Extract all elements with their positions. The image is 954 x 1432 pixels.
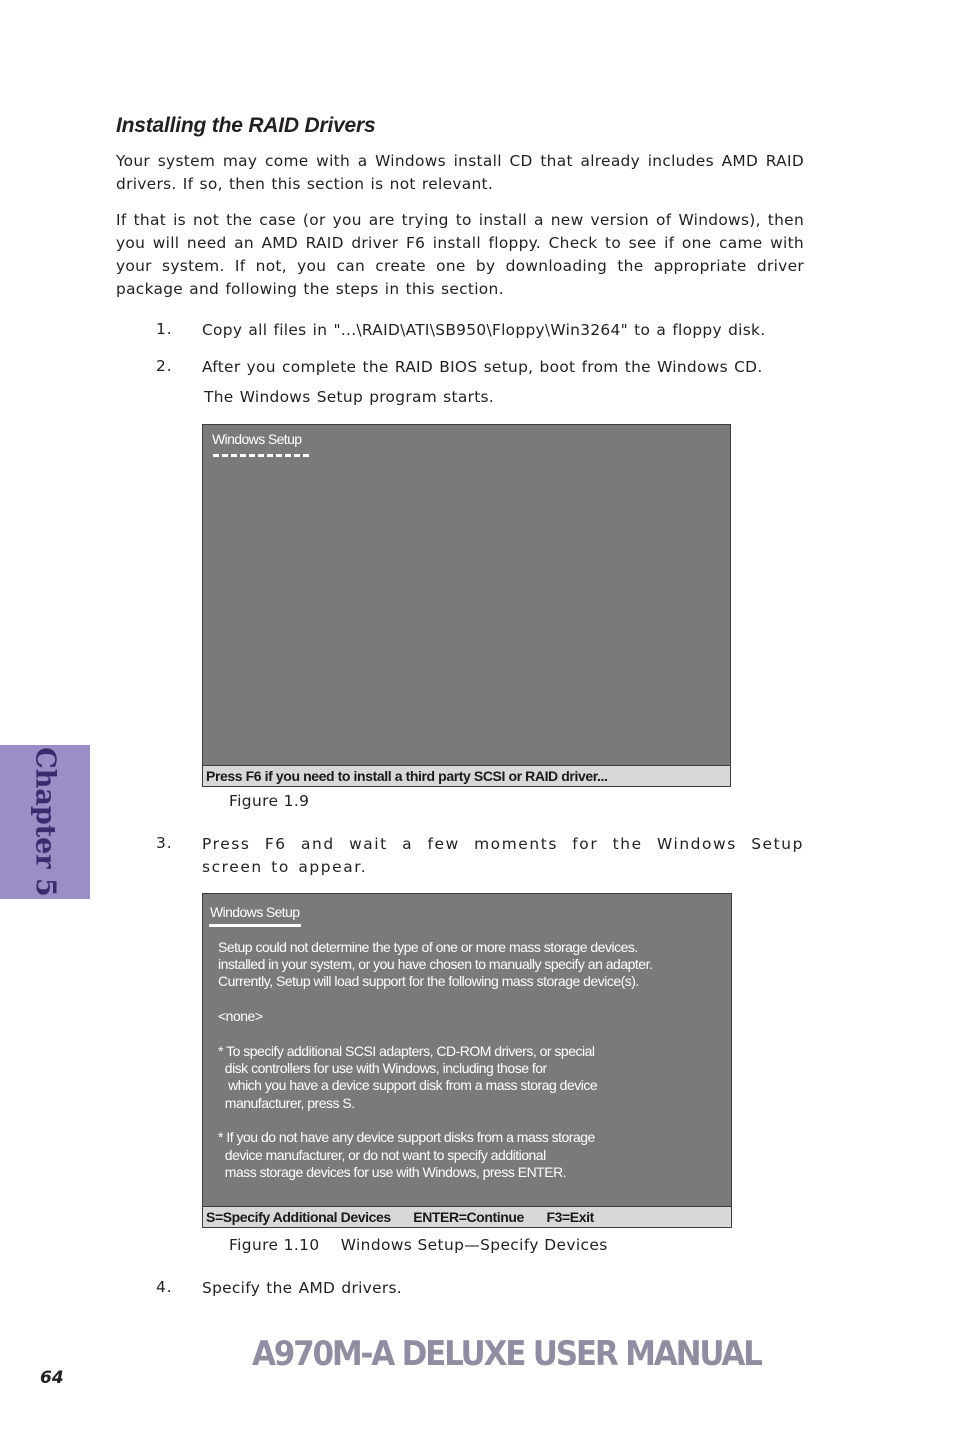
requirement-paragraph: If that is not the case (or you are trying to install a new version of Windows), then you will need an AMD RAID driver F6 install floppy. Check to see if one came with your system. If not, you can create one by downloading the appropriate driver package and following the steps in this section. [116,211,804,298]
title-underline [209,924,301,927]
setup-line: Setup could not determine the type of one or more mass storage devices. [218,939,638,955]
step-4-text: Specify the AMD drivers. [202,1279,402,1297]
option-s-line: * To specify additional SCSI adapters, CD-ROM drivers, or special [218,1043,595,1059]
option-enter-line: mass storage devices for use with Windows, press ENTER. [218,1164,567,1180]
screen-title: Windows Setup [210,904,300,920]
step-1-text: Copy all files in "...\RAID\ATI\SB950\Floppy\Win3264" to a floppy disk. [202,321,766,339]
windows-setup-screen-2 [202,893,732,1228]
chapter-label: Chapter 5 [29,747,61,897]
option-s-line: manufacturer, press S. [218,1095,355,1111]
step-4-number: 4. [156,1278,173,1296]
manual-title: A970M-A DELUXE USER MANUAL [252,1334,761,1374]
section-heading: Installing the RAID Drivers [116,114,376,137]
step-3-text: Press F6 and wait a few moments for the Windows Setup screen to appear. [202,835,804,876]
intro-paragraph: Your system may come with a Windows install CD that already includes AMD RAID drivers. If so, then this section is not relevant. [116,152,804,193]
step-2-number: 2. [156,357,173,375]
step-1-number: 1. [156,320,173,338]
option-s-line: which you have a device support disk from a mass storag device [218,1077,598,1093]
step-3-number: 3. [156,834,173,852]
option-enter-line: * If you do not have any device support disks from a mass storage [218,1129,595,1145]
status-bar [203,1206,731,1227]
screen-title: Windows Setup [212,431,302,447]
step-2-subtext: The Windows Setup program starts. [204,388,495,406]
title-underline [213,454,309,457]
windows-setup-screen-1 [202,424,731,787]
setup-line: installed in your system, or you have chosen to manually specify an adapter. [218,956,653,972]
option-s-line: disk controllers for use with Windows, including those for [218,1060,547,1076]
continue-key: ENTER=Continue [413,1209,524,1225]
device-none: <none> [218,1008,263,1024]
setup-line: Currently, Setup will load support for the following mass storage device(s). [218,973,639,989]
specify-devices-key: S=Specify Additional Devices [206,1209,391,1225]
figure-1-10-caption: Figure 1.10 Windows Setup—Specify Devices [229,1236,608,1254]
exit-key: F3=Exit [546,1209,594,1225]
status-bar: Press F6 if you need to install a third party SCSI or RAID driver... [203,765,730,786]
option-enter-line: device manufacturer, or do not want to specify additional [218,1147,546,1163]
step-2-text: After you complete the RAID BIOS setup, boot from the Windows CD. [202,358,763,376]
chapter-tab [0,745,90,899]
figure-1-9-caption: Figure 1.9 [229,792,310,810]
page-number: 64 [40,1368,64,1388]
